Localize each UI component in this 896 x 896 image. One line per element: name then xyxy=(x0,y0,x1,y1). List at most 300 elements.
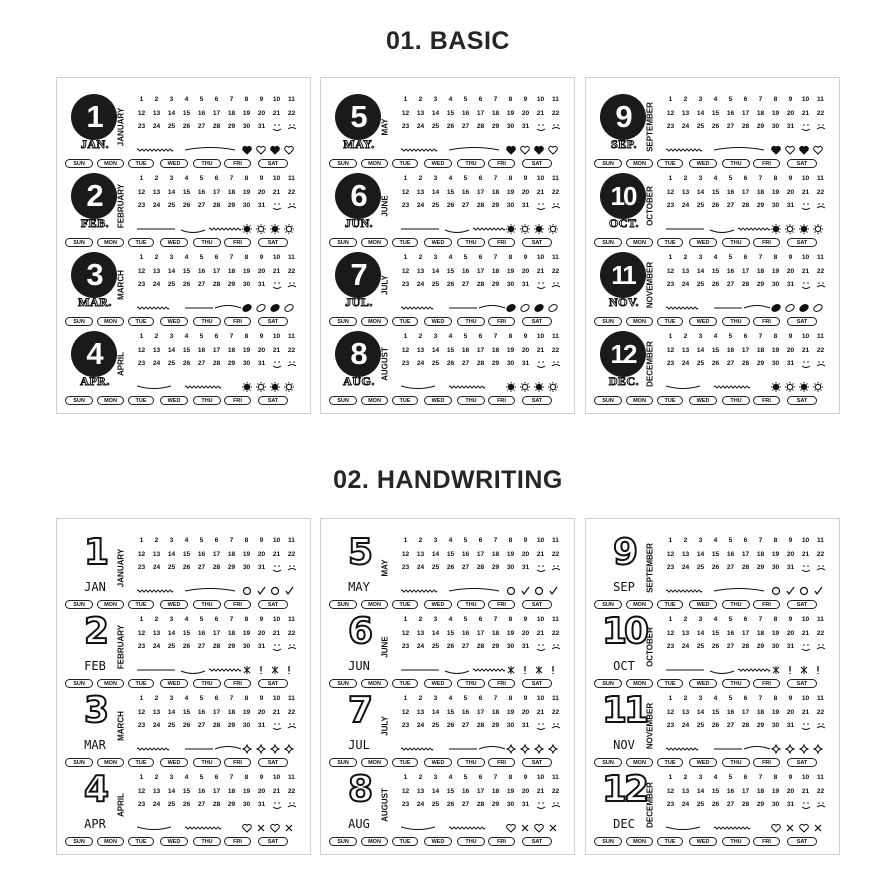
date-number: 1 xyxy=(668,616,673,623)
date-number: 23 xyxy=(137,643,146,650)
exclaim-icon xyxy=(773,666,779,674)
date-number: 23 xyxy=(401,801,410,808)
leaf-icon xyxy=(270,303,281,313)
date-number: 11 xyxy=(817,333,824,340)
wave-line-icon xyxy=(738,228,770,230)
weekday-pill-sat: SAT xyxy=(258,679,288,688)
date-number: 11 xyxy=(552,254,559,261)
month-name-label: SEPTEMBER xyxy=(645,102,655,152)
weekday-pill-sun: SUN xyxy=(65,238,93,247)
date-number: 27 xyxy=(461,722,470,729)
heart-x-icon xyxy=(522,825,528,831)
date-number: 18 xyxy=(756,189,765,196)
month-number-badge: 6 xyxy=(335,173,381,219)
sun-icon xyxy=(284,224,294,234)
month-abbreviation: FEB. xyxy=(80,216,110,230)
month-number-outline: 3 xyxy=(83,690,107,731)
date-number: 10 xyxy=(272,537,281,544)
date-number: 7 xyxy=(229,537,234,544)
date-number: 12 xyxy=(401,189,410,196)
date-number: 19 xyxy=(242,630,251,637)
weekday-pill-mon: MON xyxy=(361,317,388,326)
date-number: 27 xyxy=(197,801,206,808)
date-number: 12 xyxy=(137,347,146,354)
date-number: 5 xyxy=(199,333,204,340)
date-number: 23 xyxy=(401,360,410,367)
date-number: 16 xyxy=(461,551,470,558)
date-number: 26 xyxy=(711,801,720,808)
weekday-pill-wed: WED xyxy=(689,396,717,405)
date-number: 4 xyxy=(713,254,718,261)
arc-line-icon xyxy=(401,386,435,389)
date-number: 5 xyxy=(199,537,204,544)
weekday-pill-thu: THU xyxy=(193,238,221,247)
date-number: 10 xyxy=(536,333,545,340)
decoration-stickers xyxy=(666,381,831,393)
date-number: 6 xyxy=(743,254,748,261)
date-number: 21 xyxy=(536,630,545,637)
date-number: 28 xyxy=(476,281,485,288)
date-number: 24 xyxy=(416,202,425,209)
date-number: 6 xyxy=(214,175,219,182)
date-number: 12 xyxy=(666,110,675,117)
date-number: 5 xyxy=(199,695,204,702)
date-number: 23 xyxy=(666,643,675,650)
heart-x-icon xyxy=(271,824,280,832)
date-number: 14 xyxy=(431,630,440,637)
date-number: 29 xyxy=(491,643,500,650)
weekday-pill-wed: WED xyxy=(424,679,452,688)
deco-lines xyxy=(401,148,499,152)
date-number: 26 xyxy=(182,202,191,209)
date-grid xyxy=(398,616,566,666)
date-number: 29 xyxy=(491,281,500,288)
date-number: 22 xyxy=(287,268,296,275)
date-number: 28 xyxy=(212,202,221,209)
date-number: 16 xyxy=(461,709,470,716)
date-number: 4 xyxy=(713,695,718,702)
weekday-pill-mon: MON xyxy=(626,159,653,168)
date-number: 31 xyxy=(786,360,795,367)
date-number: 5 xyxy=(728,175,733,182)
flower-icon xyxy=(242,382,252,392)
date-number: 28 xyxy=(212,801,221,808)
date-number: 28 xyxy=(741,801,750,808)
date-number: 15 xyxy=(182,347,191,354)
date-number: 19 xyxy=(771,347,780,354)
date-number: 19 xyxy=(506,189,515,196)
date-number: 18 xyxy=(756,788,765,795)
date-number: 16 xyxy=(197,347,206,354)
date-number: 3 xyxy=(169,616,174,623)
date-number: 21 xyxy=(801,110,810,117)
weekday-pill-wed: WED xyxy=(160,679,188,688)
date-number: 14 xyxy=(431,189,440,196)
date-number: 17 xyxy=(476,788,485,795)
month-number-badge: 4 xyxy=(71,331,117,377)
weekday-pill-mon: MON xyxy=(626,679,653,688)
weekday-pill-thu: THU xyxy=(722,600,750,609)
heart-icon xyxy=(549,146,558,154)
weekday-pill-thu: THU xyxy=(457,679,485,688)
date-number: 19 xyxy=(242,551,251,558)
date-number: 27 xyxy=(197,281,206,288)
date-number: 8 xyxy=(508,537,513,544)
date-number: 12 xyxy=(137,189,146,196)
weekday-pill-tue: TUE xyxy=(392,837,418,846)
date-number: 27 xyxy=(197,202,206,209)
leaf-icon xyxy=(256,303,267,313)
date-number: 30 xyxy=(506,360,515,367)
date-number: 9 xyxy=(259,695,264,702)
weekday-pill-sat: SAT xyxy=(258,238,288,247)
weekday-pill-tue: TUE xyxy=(128,837,154,846)
weekday-pill-fri: FRI xyxy=(753,317,780,326)
date-number: 24 xyxy=(416,123,425,130)
decoration-stickers xyxy=(137,664,302,676)
date-grid xyxy=(134,333,302,383)
date-number: 8 xyxy=(244,96,249,103)
deco-lines xyxy=(666,148,764,152)
wave-line-icon xyxy=(473,228,505,230)
date-number: 5 xyxy=(463,774,468,781)
date-number: 26 xyxy=(182,722,191,729)
date-number: 6 xyxy=(214,774,219,781)
arc-line-icon xyxy=(666,827,700,830)
weekday-pill-fri: FRI xyxy=(753,679,780,688)
weekday-pill-thu: THU xyxy=(722,837,750,846)
flower-icon xyxy=(799,382,809,392)
exclaim-icon xyxy=(244,666,250,674)
date-number: 22 xyxy=(287,110,296,117)
date-number: 27 xyxy=(461,360,470,367)
date-number: 17 xyxy=(476,630,485,637)
date-number: 25 xyxy=(167,123,176,130)
date-number: 23 xyxy=(401,281,410,288)
date-number: 8 xyxy=(244,175,249,182)
date-number: 13 xyxy=(681,788,690,795)
month-abbreviation: JAN xyxy=(84,580,106,594)
date-number: 3 xyxy=(169,537,174,544)
date-number: 26 xyxy=(711,202,720,209)
smiley-icon xyxy=(551,722,561,730)
date-number: 18 xyxy=(756,630,765,637)
decoration-stickers xyxy=(666,822,831,834)
date-number: 31 xyxy=(521,202,530,209)
date-number: 29 xyxy=(756,281,765,288)
wave-line-icon xyxy=(401,149,437,151)
date-number: 22 xyxy=(287,347,296,354)
date-number: 17 xyxy=(212,110,221,117)
date-number: 25 xyxy=(696,360,705,367)
date-number: 13 xyxy=(152,268,161,275)
date-number: 15 xyxy=(446,709,455,716)
date-number: 15 xyxy=(711,268,720,275)
smiley-icon xyxy=(551,564,561,572)
date-number: 20 xyxy=(521,788,530,795)
date-number: 15 xyxy=(711,709,720,716)
month-number-badge: 2 xyxy=(71,173,117,219)
date-number: 26 xyxy=(446,643,455,650)
smiley-icon xyxy=(551,643,561,651)
date-number: 4 xyxy=(448,695,453,702)
month-name-label: DECEMBER xyxy=(645,782,655,828)
weekday-pill-wed: WED xyxy=(424,600,452,609)
date-number: 13 xyxy=(681,347,690,354)
weekday-pill-tue: TUE xyxy=(657,837,683,846)
date-number: 22 xyxy=(816,630,825,637)
date-number: 3 xyxy=(698,96,703,103)
month-block xyxy=(321,686,576,766)
date-number: 19 xyxy=(771,709,780,716)
wave-line-icon xyxy=(185,386,221,388)
deco-lines xyxy=(666,386,750,389)
date-number: 18 xyxy=(227,110,236,117)
date-number: 23 xyxy=(137,281,146,288)
date-number: 9 xyxy=(523,774,528,781)
date-number: 14 xyxy=(696,189,705,196)
date-number: 8 xyxy=(773,695,778,702)
date-number: 22 xyxy=(287,709,296,716)
date-number: 14 xyxy=(696,788,705,795)
sun-icon xyxy=(534,224,544,234)
date-number: 23 xyxy=(666,123,675,130)
date-number: 14 xyxy=(431,110,440,117)
decoration-stickers xyxy=(666,743,831,755)
date-number: 5 xyxy=(199,175,204,182)
date-number: 30 xyxy=(771,643,780,650)
date-number: 6 xyxy=(478,695,483,702)
flower-icon xyxy=(771,382,781,392)
wave-line-icon xyxy=(137,307,169,309)
decoration-stickers xyxy=(137,302,302,314)
weekday-pill-sat: SAT xyxy=(522,317,552,326)
date-number: 17 xyxy=(476,268,485,275)
leaf-icon xyxy=(548,303,559,313)
date-number: 3 xyxy=(433,774,438,781)
date-number: 20 xyxy=(257,551,266,558)
date-number: 18 xyxy=(491,709,500,716)
date-number: 29 xyxy=(491,123,500,130)
date-number: 11 xyxy=(288,695,295,702)
date-number: 17 xyxy=(476,110,485,117)
sparkle-icon xyxy=(535,745,544,754)
date-number: 10 xyxy=(801,333,810,340)
date-number: 3 xyxy=(169,96,174,103)
weekday-pill-thu: THU xyxy=(457,159,485,168)
date-number: 26 xyxy=(711,643,720,650)
date-number: 27 xyxy=(726,643,735,650)
date-grid xyxy=(663,254,831,304)
weekday-pill-sun: SUN xyxy=(329,159,357,168)
date-number: 7 xyxy=(758,537,763,544)
date-number: 20 xyxy=(257,110,266,117)
date-number: 1 xyxy=(668,695,673,702)
weekday-pill-thu: THU xyxy=(722,159,750,168)
date-number: 16 xyxy=(726,189,735,196)
date-number: 7 xyxy=(493,96,498,103)
weekday-pill-sat: SAT xyxy=(522,396,552,405)
date-number: 28 xyxy=(212,564,221,571)
decoration-stickers xyxy=(137,585,302,597)
date-number: 21 xyxy=(536,709,545,716)
weekday-pill-mon: MON xyxy=(97,600,124,609)
date-number: 11 xyxy=(552,96,559,103)
date-number: 19 xyxy=(771,551,780,558)
month-name-label: AUGUST xyxy=(380,788,390,822)
heart-x-icon xyxy=(800,824,809,832)
date-number: 13 xyxy=(416,268,425,275)
date-number: 19 xyxy=(771,268,780,275)
date-number: 9 xyxy=(788,537,793,544)
date-number: 19 xyxy=(506,347,515,354)
date-number: 17 xyxy=(212,709,221,716)
date-number: 15 xyxy=(446,347,455,354)
date-number: 13 xyxy=(416,110,425,117)
month-name-label: MAY xyxy=(380,559,390,577)
leaf-icon xyxy=(520,303,531,313)
check-icon xyxy=(258,587,265,594)
date-number: 13 xyxy=(152,630,161,637)
smiley-icon xyxy=(536,281,546,289)
date-number: 27 xyxy=(197,722,206,729)
date-number: 17 xyxy=(741,788,750,795)
date-number: 28 xyxy=(476,360,485,367)
date-number: 15 xyxy=(182,110,191,117)
date-number: 20 xyxy=(786,110,795,117)
deco-lines xyxy=(137,827,221,830)
date-number: 2 xyxy=(418,254,423,261)
month-abbreviation: JAN. xyxy=(80,137,110,151)
wave-line-icon xyxy=(666,307,698,309)
date-number: 20 xyxy=(786,189,795,196)
sparkle-icon xyxy=(285,745,294,754)
heart-icon xyxy=(285,146,294,154)
date-number: 1 xyxy=(139,774,144,781)
smiley-icon xyxy=(536,722,546,730)
arc-line-icon xyxy=(185,148,235,151)
month-block xyxy=(321,87,576,167)
date-number: 31 xyxy=(257,281,266,288)
date-number: 8 xyxy=(773,175,778,182)
month-block xyxy=(57,166,312,246)
date-number: 24 xyxy=(152,202,161,209)
date-number: 2 xyxy=(154,616,159,623)
date-number: 15 xyxy=(446,268,455,275)
date-number: 22 xyxy=(816,110,825,117)
date-number: 3 xyxy=(169,695,174,702)
month-block xyxy=(57,324,312,404)
date-number: 14 xyxy=(431,709,440,716)
arc-line-icon xyxy=(137,386,171,389)
date-number: 20 xyxy=(786,788,795,795)
date-number: 27 xyxy=(461,564,470,571)
date-number: 25 xyxy=(431,360,440,367)
date-number: 26 xyxy=(182,564,191,571)
date-number: 14 xyxy=(431,551,440,558)
decoration-stickers xyxy=(137,381,302,393)
sticker-sheet xyxy=(320,518,575,855)
weekday-pill-sat: SAT xyxy=(258,758,288,767)
date-number: 12 xyxy=(666,551,675,558)
smiley-icon xyxy=(287,722,297,730)
date-number: 17 xyxy=(212,189,221,196)
date-number: 16 xyxy=(197,268,206,275)
date-number: 13 xyxy=(152,347,161,354)
date-number: 18 xyxy=(491,189,500,196)
date-number: 21 xyxy=(801,788,810,795)
date-number: 28 xyxy=(212,643,221,650)
date-number: 5 xyxy=(199,254,204,261)
decoration-stickers xyxy=(666,223,831,235)
date-number: 5 xyxy=(199,616,204,623)
sun-icon xyxy=(506,224,516,234)
date-number: 26 xyxy=(182,801,191,808)
flower-icon xyxy=(506,382,516,392)
month-name-label: SEPTEMBER xyxy=(645,543,655,593)
date-grid xyxy=(134,537,302,587)
date-number: 9 xyxy=(523,616,528,623)
date-number: 5 xyxy=(463,537,468,544)
smiley-icon xyxy=(287,801,297,809)
arc-line-icon xyxy=(215,306,241,309)
smiley-icon xyxy=(551,801,561,809)
date-number: 6 xyxy=(743,96,748,103)
date-number: 8 xyxy=(773,616,778,623)
date-number: 3 xyxy=(698,695,703,702)
deco-lines xyxy=(666,228,770,233)
date-number: 4 xyxy=(184,333,189,340)
date-number: 31 xyxy=(521,360,530,367)
weekday-pill-tue: TUE xyxy=(657,396,683,405)
date-number: 6 xyxy=(478,254,483,261)
date-number: 31 xyxy=(786,202,795,209)
date-number: 2 xyxy=(154,96,159,103)
weekday-pill-fri: FRI xyxy=(753,837,780,846)
date-number: 2 xyxy=(683,333,688,340)
date-number: 12 xyxy=(401,551,410,558)
month-number-badge: 12 xyxy=(600,331,646,377)
date-number: 9 xyxy=(523,695,528,702)
weekday-pill-mon: MON xyxy=(97,837,124,846)
weekday-pill-wed: WED xyxy=(424,317,452,326)
month-abbreviation: SEP xyxy=(613,580,635,594)
weekday-pill-sat: SAT xyxy=(787,396,817,405)
date-number: 21 xyxy=(801,189,810,196)
date-grid xyxy=(134,695,302,745)
date-number: 18 xyxy=(756,268,765,275)
date-number: 17 xyxy=(476,709,485,716)
arc-line-icon xyxy=(401,827,435,830)
date-number: 26 xyxy=(446,281,455,288)
date-number: 4 xyxy=(713,616,718,623)
weekday-pill-sat: SAT xyxy=(787,679,817,688)
weekday-pill-mon: MON xyxy=(626,758,653,767)
date-number: 18 xyxy=(227,709,236,716)
month-block xyxy=(321,166,576,246)
date-number: 31 xyxy=(257,360,266,367)
month-block xyxy=(586,528,841,608)
date-number: 19 xyxy=(771,110,780,117)
check-icon xyxy=(815,587,822,594)
date-number: 9 xyxy=(523,254,528,261)
month-number-outline: 2 xyxy=(83,611,107,652)
date-number: 12 xyxy=(401,347,410,354)
date-number: 24 xyxy=(681,801,690,808)
date-number: 6 xyxy=(743,537,748,544)
date-number: 11 xyxy=(552,774,559,781)
smiley-icon xyxy=(551,202,561,210)
